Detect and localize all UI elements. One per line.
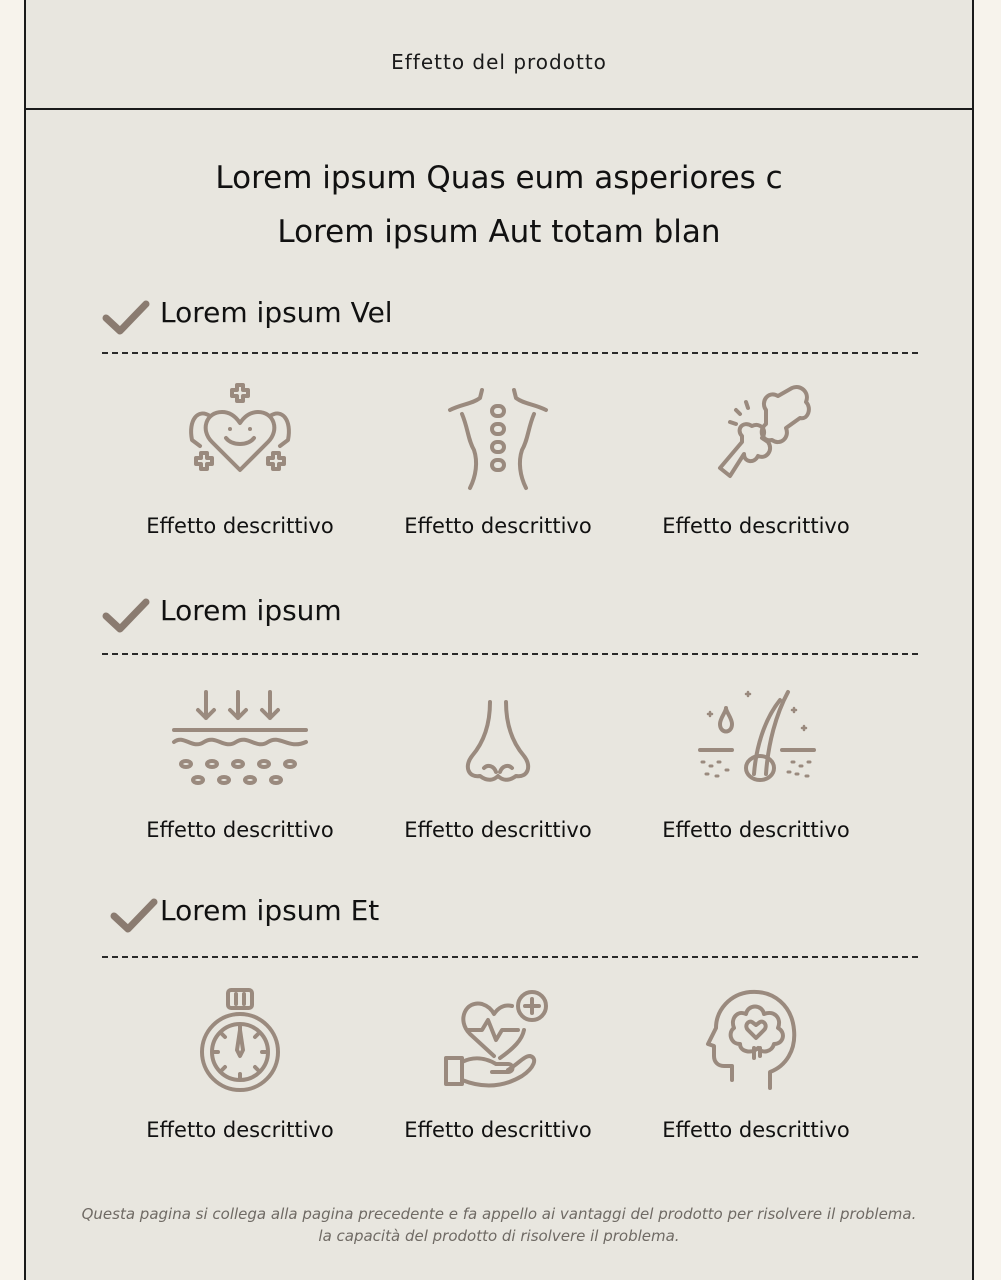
footer-line-1: Questa pagina si collega alla pagina precedente e fa appello ai vantaggi del prodotto per risolvere il problema. [81, 1205, 917, 1223]
effect-item-2 [378, 380, 618, 538]
effect-label: Effetto descrittivo [146, 514, 334, 538]
section-title-2: Lorem ipsum [160, 594, 342, 627]
bone-joint-icon [696, 380, 816, 496]
effect-label: Effetto descrittivo [662, 818, 850, 842]
effect-item-4 [120, 684, 360, 842]
check-icon [110, 896, 158, 936]
effect-label: Effetto descrittivo [404, 514, 592, 538]
effect-label: Effetto descrittivo [404, 818, 592, 842]
effect-item-1 [120, 380, 360, 538]
effect-label: Effetto descrittivo [404, 1118, 592, 1142]
effect-item-9 [636, 984, 876, 1142]
page [24, 0, 974, 1280]
brain-heart-icon [696, 984, 816, 1100]
headline-line-1: Lorem ipsum Quas eum asperiores c [215, 160, 783, 196]
effect-label: Effetto descrittivo [146, 818, 334, 842]
section-divider-2 [102, 653, 918, 655]
section-title-3: Lorem ipsum Et [160, 894, 380, 927]
effect-label: Effetto descrittivo [662, 514, 850, 538]
strong-heart-icon [180, 380, 300, 496]
section-title-1: Lorem ipsum Vel [160, 296, 393, 329]
section-divider-3 [102, 956, 918, 958]
check-icon [102, 298, 150, 338]
effect-item-5 [378, 684, 618, 842]
header-title: Effetto del prodotto [391, 50, 607, 74]
footer-line-2: la capacità del prodotto di risolvere il problema. [318, 1227, 680, 1245]
effect-item-7 [120, 984, 360, 1142]
spine-back-icon [438, 380, 558, 496]
stopwatch-icon [180, 984, 300, 1100]
hair-follicle-icon [696, 684, 816, 800]
headline-line-2: Lorem ipsum Aut totam blan [277, 214, 721, 250]
effect-item-6 [636, 684, 876, 842]
header-bar [26, 0, 972, 110]
nose-icon [438, 684, 558, 800]
heart-in-hand-icon [438, 984, 558, 1100]
check-icon [102, 596, 150, 636]
skin-absorption-icon [170, 684, 310, 800]
effect-item-8 [378, 984, 618, 1142]
effect-label: Effetto descrittivo [662, 1118, 850, 1142]
section-divider-1 [102, 352, 918, 354]
footer-note [26, 1203, 972, 1247]
effect-label: Effetto descrittivo [146, 1118, 334, 1142]
effect-item-3 [636, 380, 876, 538]
